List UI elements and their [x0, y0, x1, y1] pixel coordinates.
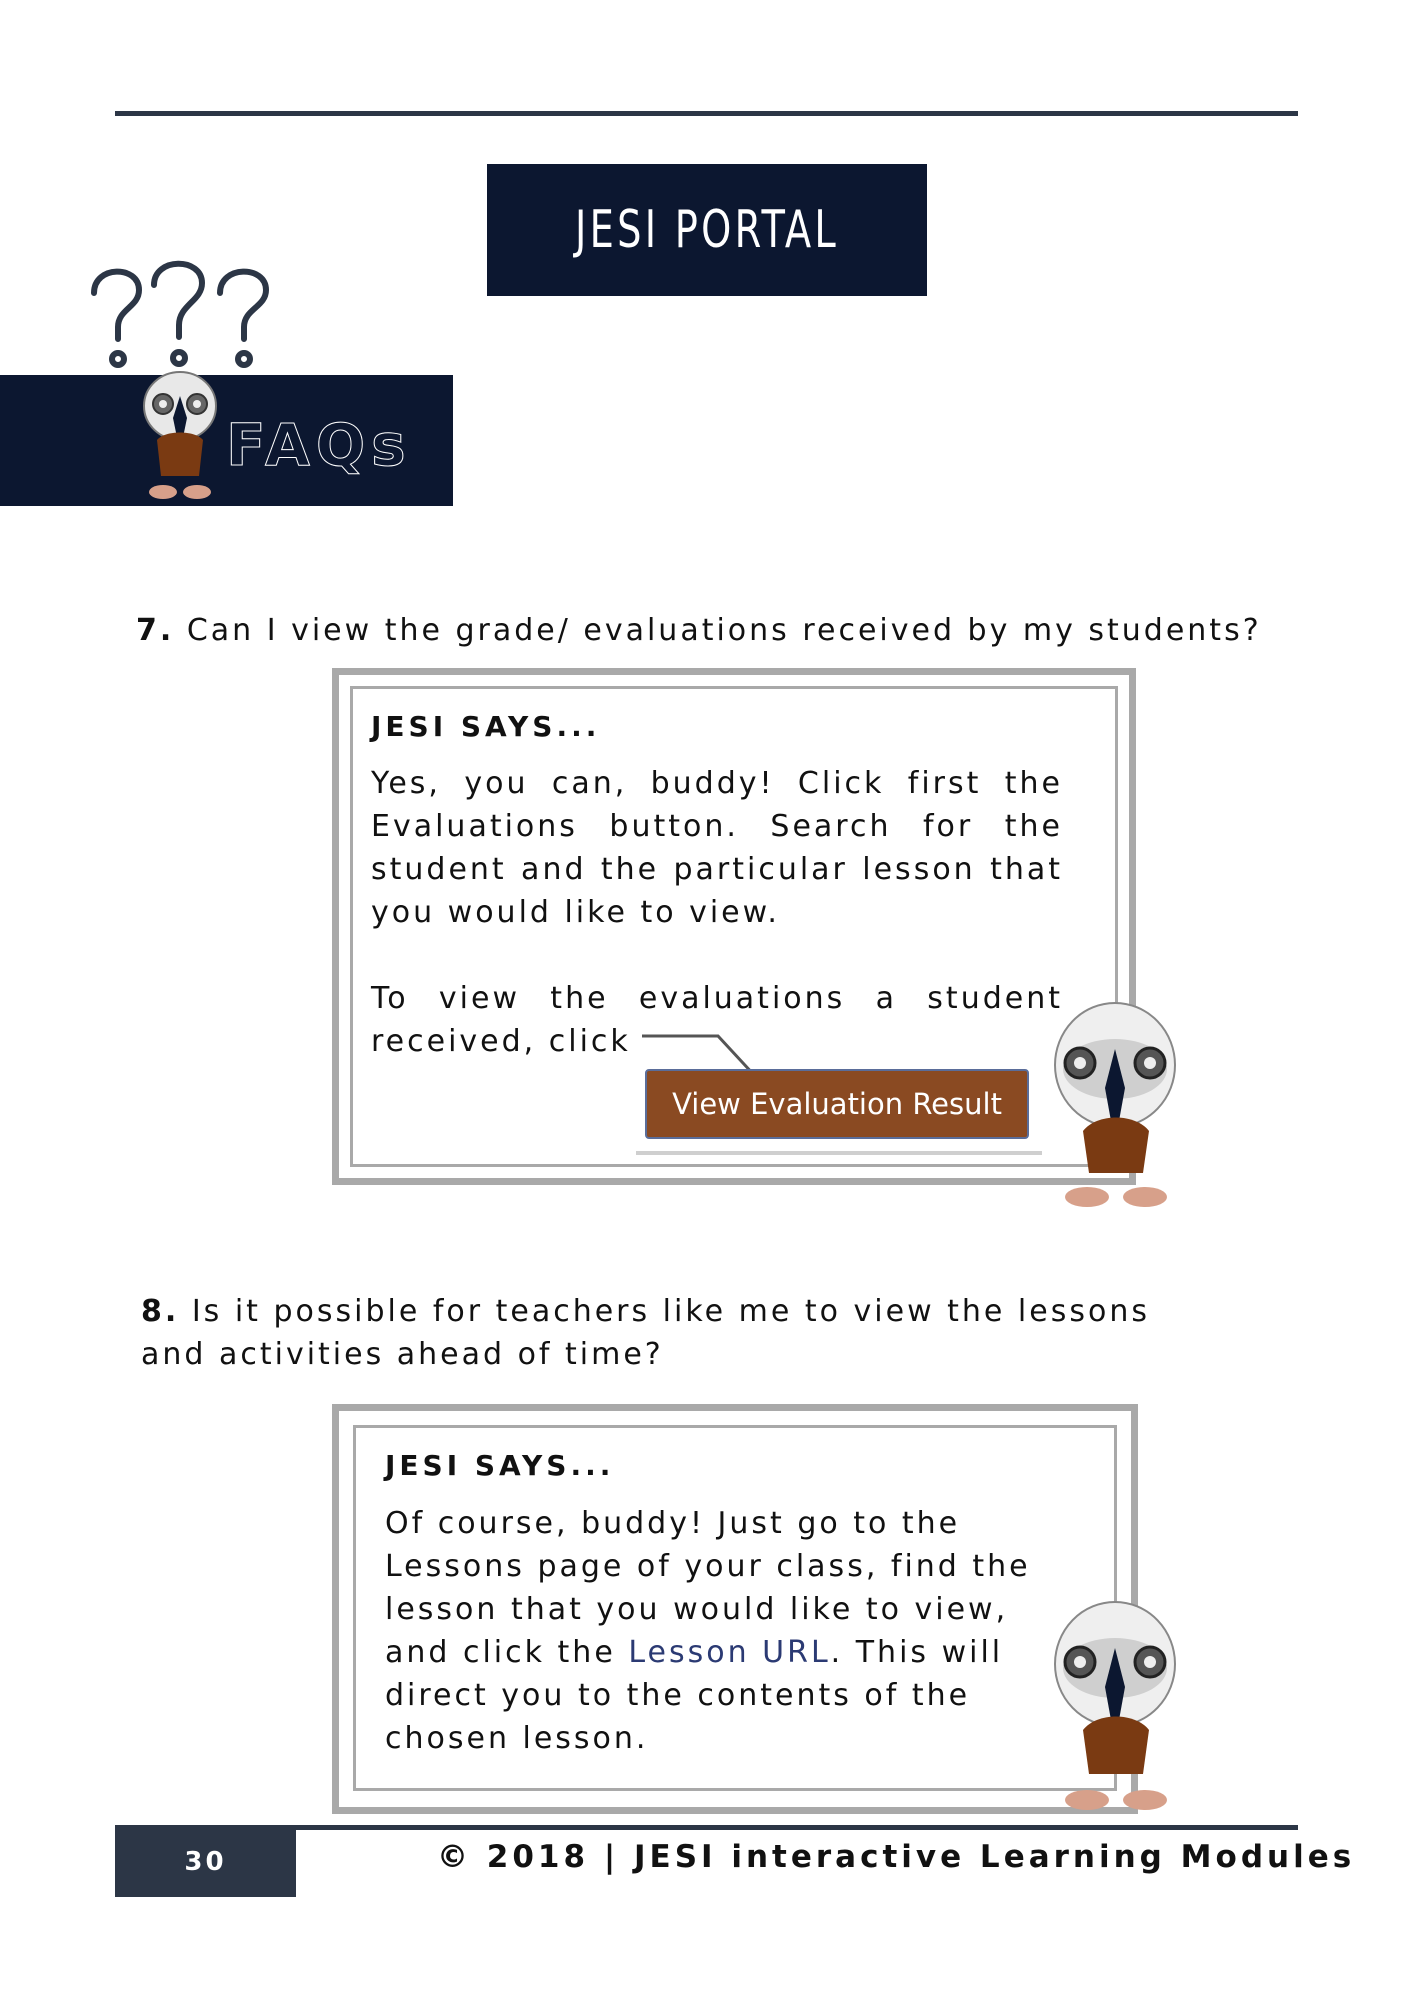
answer-7-line: student and the particular lesson that [371, 852, 1063, 887]
owl-mascot-icon [135, 368, 225, 503]
page-number: 30 [115, 1826, 296, 1897]
view-evaluation-result-button[interactable]: View Evaluation Result [645, 1069, 1029, 1139]
top-divider [115, 111, 1298, 116]
question-7-text: Can I view the grade/ evaluations received by my students? [174, 613, 1262, 648]
answer-7-line: To view the evaluations a student [371, 981, 1063, 1016]
lesson-url-link[interactable]: Lesson URL [628, 1635, 831, 1670]
question-8-number: 8. [141, 1294, 180, 1329]
owl-mascot-icon [1045, 1590, 1185, 1816]
portal-title: JESI PORTAL [574, 200, 840, 260]
answer-7-spacer [371, 934, 1063, 977]
question-8-text-cont: and activities ahead of time? [141, 1337, 664, 1372]
answer-7-line: received, click [371, 1024, 631, 1059]
question-8-text: Is it possible for teachers like me to view the lessons [179, 1294, 1150, 1329]
question-marks-icon [84, 255, 284, 375]
answer-7-line: you would like to view. [371, 895, 780, 930]
answer-7-heading: JESI SAYS... [371, 710, 601, 743]
faq-label: FAQs [226, 411, 412, 479]
owl-mascot-icon [1045, 993, 1185, 1213]
answer-8-body [385, 1502, 1075, 1760]
copyright-notice: © 2018 | JESI interactive Learning Modules [437, 1839, 1356, 1875]
button-underline [636, 1151, 1042, 1155]
answer-8-text-cont: . This will direct you to the contents of the chosen lesson. [385, 1635, 1004, 1756]
answer-7-line: Yes, you can, buddy! Click first the [371, 766, 1063, 801]
portal-title-banner [487, 164, 927, 296]
question-7-number: 7. [136, 613, 175, 648]
question-8 [141, 1290, 1191, 1376]
answer-7-body [371, 762, 1063, 1063]
question-7 [136, 609, 1262, 652]
answer-8-heading: JESI SAYS... [385, 1449, 615, 1482]
answer-8-text: Of course, buddy! Just go to the Lessons page of your class, find the lesson that you would like to view, and click the [385, 1506, 1031, 1670]
answer-7-line: Evaluations button. Search for the [371, 809, 1063, 844]
